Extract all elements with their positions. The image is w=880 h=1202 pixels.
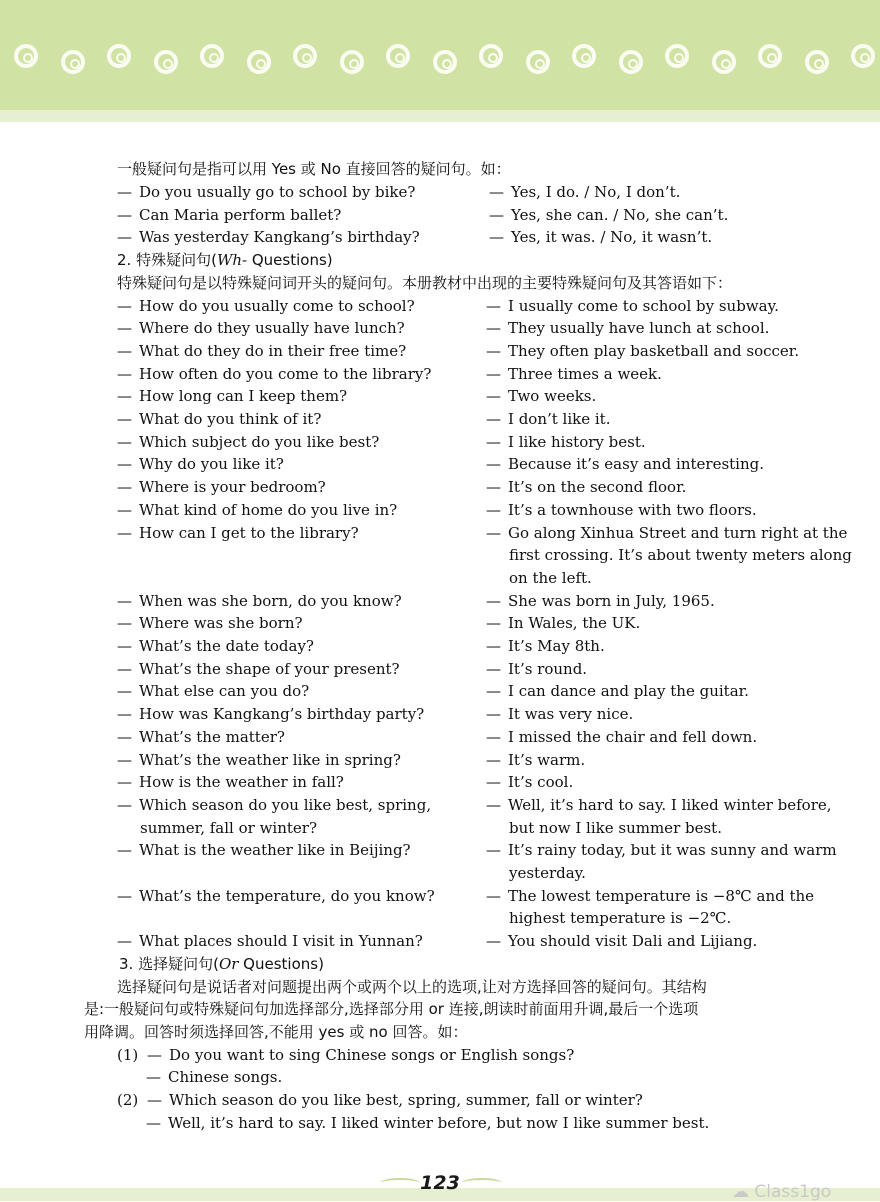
wh-answer-text: It was very nice. bbox=[508, 705, 634, 724]
dash-mark: — bbox=[117, 773, 132, 792]
wh-question bbox=[117, 728, 285, 746]
wh-answer-text: Three times a week. bbox=[508, 364, 662, 383]
wh-question bbox=[117, 887, 435, 905]
wh-answer bbox=[486, 887, 814, 905]
wh-heading-part: Questions) bbox=[247, 251, 333, 270]
ring-decoration bbox=[386, 44, 410, 68]
dash-mark: — bbox=[486, 523, 501, 542]
wh-answer bbox=[486, 524, 847, 542]
yesno-answer-text: Yes, she can. / No, she can’t. bbox=[511, 205, 729, 224]
wh-question-cont: summer, fall or winter? bbox=[140, 818, 317, 837]
wh-question-text: What places should I visit in Yunnan? bbox=[139, 932, 423, 951]
wh-answer bbox=[486, 455, 764, 473]
dash-mark: — bbox=[117, 432, 132, 451]
dash-mark: — bbox=[117, 841, 132, 860]
wh-question-text: When was she born, do you know? bbox=[139, 591, 402, 610]
dash-mark: — bbox=[117, 205, 132, 224]
wh-answer bbox=[486, 478, 686, 496]
dash-mark: — bbox=[486, 500, 501, 519]
wh-question-text: What’s the matter? bbox=[139, 727, 285, 746]
ring-decoration bbox=[61, 50, 85, 74]
wh-question bbox=[117, 773, 344, 791]
dash-mark: — bbox=[486, 637, 501, 655]
ring-decoration bbox=[758, 44, 782, 68]
wh-question-text: What do you think of it? bbox=[139, 410, 322, 428]
wh-question-text: What’s the weather like in spring? bbox=[139, 750, 401, 769]
dash-mark: — bbox=[486, 841, 501, 860]
header-strip bbox=[0, 110, 880, 122]
dash-mark: — bbox=[486, 478, 501, 497]
wh-answer bbox=[486, 365, 662, 383]
ring-decoration bbox=[293, 44, 317, 68]
wh-question-text: Where is your bedroom? bbox=[139, 478, 326, 497]
yesno-intro: 一般疑问句是指可以用 Yes 或 No 直接回答的疑问句。如： bbox=[117, 160, 511, 178]
wh-question bbox=[117, 637, 314, 655]
wh-question bbox=[117, 342, 406, 360]
wh-answer bbox=[486, 319, 769, 337]
yesno-question-text: Was yesterday Kangkang’s birthday? bbox=[139, 228, 420, 247]
wh-answer-text: In Wales, the UK. bbox=[508, 614, 641, 633]
or-heading-part: Or bbox=[218, 954, 239, 973]
dash-mark: — bbox=[117, 319, 132, 338]
example-question-text: Do you want to sing Chinese songs or English songs? bbox=[169, 1045, 575, 1064]
example-question bbox=[117, 1046, 574, 1064]
wh-answer bbox=[486, 501, 757, 519]
wh-answer bbox=[486, 637, 605, 655]
dash-mark: — bbox=[117, 614, 132, 633]
dash-mark: — bbox=[117, 886, 132, 905]
dash-mark: — bbox=[486, 773, 501, 792]
watermark bbox=[732, 1182, 831, 1202]
wh-answer-cont: on the left. bbox=[509, 568, 592, 587]
yesno-question bbox=[117, 228, 420, 246]
wh-answer bbox=[486, 682, 749, 700]
dash-mark: — bbox=[117, 387, 132, 406]
wh-answer-text: It’s on the second floor. bbox=[508, 478, 687, 497]
dash-mark: — bbox=[117, 523, 132, 542]
wh-intro: 特殊疑问句是以特殊疑问词开头的疑问句。本册教材中出现的主要特殊疑问句及其答语如下： bbox=[117, 273, 733, 292]
ring-decoration bbox=[619, 50, 643, 74]
wh-answer bbox=[486, 932, 757, 950]
wh-answer-text: They usually have lunch at school. bbox=[508, 319, 770, 338]
wh-question-text: What’s the date today? bbox=[139, 637, 314, 655]
wh-answer bbox=[486, 705, 633, 723]
wh-heading bbox=[117, 251, 333, 269]
wh-question bbox=[117, 841, 411, 859]
or-intro-line: 选择疑问句是说话者对问题提出两个或两个以上的选项,让对方选择回答的疑问句。其结构 bbox=[117, 977, 707, 996]
wh-answer bbox=[486, 387, 596, 405]
wh-answer-text: I missed the chair and fell down. bbox=[508, 727, 758, 746]
wh-question-text: What kind of home do you live in? bbox=[139, 500, 398, 519]
wh-answer-text: It’s a townhouse with two floors. bbox=[508, 500, 757, 519]
wh-question-text: What’s the shape of your present? bbox=[139, 659, 400, 678]
example-answer-text: Well, it’s hard to say. I liked winter before, but now I like summer best. bbox=[168, 1113, 710, 1132]
wh-answer bbox=[486, 433, 646, 451]
wh-answer-text: It’s round. bbox=[508, 659, 588, 678]
dash-mark: — bbox=[117, 932, 132, 951]
wh-answer-text: I usually come to school by subway. bbox=[508, 296, 779, 315]
wh-answer-text: She was born in July, 1965. bbox=[508, 591, 715, 610]
dash-mark: — bbox=[147, 1091, 162, 1109]
wh-answer-text: It’s warm. bbox=[508, 750, 586, 769]
wh-answer-text: It’s rainy today, but it was sunny and warm bbox=[508, 841, 837, 860]
dash-mark: — bbox=[486, 886, 501, 905]
yesno-question bbox=[117, 183, 415, 201]
ring-decoration bbox=[712, 50, 736, 74]
dash-mark: — bbox=[117, 478, 132, 497]
dash-mark: — bbox=[117, 705, 132, 724]
wh-question bbox=[117, 751, 401, 769]
wh-question-text: How was Kangkang’s birthday party? bbox=[139, 705, 425, 724]
or-heading-part: 3. 选择疑问句( bbox=[119, 954, 219, 973]
wh-question bbox=[117, 614, 303, 632]
ring-decoration bbox=[572, 44, 596, 68]
wh-question-text: Why do you like it? bbox=[139, 455, 284, 474]
wh-answer-cont: but now I like summer best. bbox=[509, 818, 722, 837]
wh-answer-text: Well, it’s hard to say. I liked winter before, bbox=[508, 795, 832, 814]
wh-answer-text: It’s cool. bbox=[508, 773, 574, 792]
ring-decoration bbox=[805, 50, 829, 74]
yesno-question-text: Can Maria perform ballet? bbox=[139, 205, 342, 224]
wh-heading-part: Wh- bbox=[216, 251, 248, 270]
dash-mark: — bbox=[489, 183, 504, 201]
dash-mark: — bbox=[117, 637, 132, 655]
wh-answer-text: You should visit Dali and Lijiang. bbox=[508, 932, 758, 951]
wh-question bbox=[117, 932, 423, 950]
wh-question bbox=[117, 455, 284, 473]
wh-answer bbox=[486, 660, 587, 678]
dash-mark: — bbox=[146, 1113, 161, 1132]
dash-mark: — bbox=[486, 659, 501, 678]
wh-question bbox=[117, 682, 309, 700]
wh-answer-text: I don’t like it. bbox=[508, 410, 611, 428]
dash-mark: — bbox=[486, 432, 501, 451]
dash-mark: — bbox=[117, 183, 132, 201]
ring-decoration bbox=[433, 50, 457, 74]
dash-mark: — bbox=[486, 705, 501, 724]
wh-answer-text: Go along Xinhua Street and turn right at the bbox=[508, 523, 848, 542]
dash-mark: — bbox=[117, 795, 132, 814]
dash-mark: — bbox=[117, 341, 132, 360]
wh-answer-text: Two weeks. bbox=[508, 387, 597, 406]
dash-mark: — bbox=[489, 228, 504, 247]
page-number: 123 bbox=[420, 1172, 460, 1194]
wh-question-text: Which season do you like best, spring, bbox=[139, 795, 432, 814]
wh-question bbox=[117, 433, 379, 451]
dash-mark: — bbox=[146, 1068, 161, 1087]
example-question-text: Which season do you like best, spring, summer, fall or winter? bbox=[169, 1091, 643, 1109]
wh-question-text: What do they do in their free time? bbox=[139, 341, 407, 360]
wh-answer-text: Because it’s easy and interesting. bbox=[508, 455, 765, 474]
dash-mark: — bbox=[486, 296, 501, 315]
dash-mark: — bbox=[486, 591, 501, 610]
ring-decoration bbox=[665, 44, 689, 68]
wh-question-text: How long can I keep them? bbox=[139, 387, 348, 406]
yesno-question-text: Do you usually go to school by bike? bbox=[139, 183, 416, 201]
example-number: (1) bbox=[117, 1045, 139, 1064]
wh-question bbox=[117, 705, 424, 723]
wh-question bbox=[117, 592, 402, 610]
dash-mark: — bbox=[486, 750, 501, 769]
ring-decoration bbox=[526, 50, 550, 74]
dash-mark: — bbox=[486, 319, 501, 338]
wh-heading-part: 2. 特殊疑问句( bbox=[117, 251, 217, 270]
wh-answer bbox=[486, 410, 610, 428]
yesno-answer bbox=[489, 206, 728, 224]
wh-question-text: Which subject do you like best? bbox=[139, 432, 380, 451]
dash-mark: — bbox=[486, 682, 501, 701]
dash-mark: — bbox=[486, 387, 501, 406]
dash-mark: — bbox=[486, 932, 501, 951]
wh-answer bbox=[486, 796, 832, 814]
yesno-answer bbox=[489, 183, 680, 201]
example-question bbox=[117, 1091, 643, 1109]
wh-question bbox=[117, 365, 431, 383]
dash-mark: — bbox=[117, 296, 132, 315]
wh-question-text: How do you usually come to school? bbox=[139, 296, 415, 315]
wh-question-text: How is the weather in fall? bbox=[139, 773, 344, 792]
wh-answer bbox=[486, 773, 573, 791]
wh-answer bbox=[486, 592, 715, 610]
or-heading bbox=[119, 955, 324, 973]
wh-answer-cont: first crossing. It’s about twenty meters along bbox=[509, 546, 852, 565]
yesno-answer-text: Yes, it was. / No, it wasn’t. bbox=[511, 228, 713, 247]
dash-mark: — bbox=[117, 364, 132, 383]
or-intro-line: 是:一般疑问句或特殊疑问句加选择部分,选择部分用 or 连接,朗读时前面用升调,最后一个选项 bbox=[84, 1000, 699, 1019]
dash-mark: — bbox=[117, 682, 132, 701]
dash-mark: — bbox=[117, 591, 132, 610]
wh-question bbox=[117, 478, 326, 496]
wh-answer bbox=[486, 728, 757, 746]
dash-mark: — bbox=[117, 659, 132, 678]
dash-mark: — bbox=[147, 1045, 162, 1064]
wh-question bbox=[117, 297, 415, 315]
wh-answer-cont: highest temperature is −2℃. bbox=[509, 909, 732, 928]
ring-decoration bbox=[200, 44, 224, 68]
dash-mark: — bbox=[117, 455, 132, 474]
dash-mark: — bbox=[486, 614, 501, 633]
wh-question-text: How often do you come to the library? bbox=[139, 364, 432, 383]
or-heading-part: Questions) bbox=[238, 954, 324, 973]
dash-mark: — bbox=[486, 727, 501, 746]
wh-question bbox=[117, 660, 400, 678]
dash-mark: — bbox=[117, 750, 132, 769]
yesno-answer bbox=[489, 228, 712, 246]
wh-answer-text: The lowest temperature is −8℃ and the bbox=[508, 886, 815, 905]
dash-mark: — bbox=[117, 228, 132, 247]
wh-question bbox=[117, 319, 405, 337]
ring-decoration bbox=[247, 50, 271, 74]
ring-decoration bbox=[340, 50, 364, 74]
wh-question bbox=[117, 501, 397, 519]
wh-answer-text: It’s May 8th. bbox=[508, 637, 605, 655]
example-answer bbox=[146, 1114, 709, 1132]
dash-mark: — bbox=[486, 364, 501, 383]
or-intro-line: 用降调。回答时须选择回答,不能用 yes 或 no 回答。如： bbox=[84, 1022, 468, 1041]
watermark-text: Class1go bbox=[754, 1182, 832, 1202]
example-answer bbox=[146, 1068, 282, 1086]
wh-question-text: What’s the temperature, do you know? bbox=[139, 886, 435, 905]
ring-decoration bbox=[14, 44, 38, 68]
dash-mark: — bbox=[486, 341, 501, 360]
dash-mark: — bbox=[486, 795, 501, 814]
wh-question bbox=[117, 796, 431, 814]
ring-decoration bbox=[851, 44, 875, 68]
wh-answer bbox=[486, 841, 837, 859]
wh-answer-cont: yesterday. bbox=[509, 864, 586, 882]
wh-answer bbox=[486, 751, 585, 769]
wh-question-text: What is the weather like in Beijing? bbox=[139, 841, 411, 860]
wh-question-text: What else can you do? bbox=[139, 682, 310, 701]
wh-answer bbox=[486, 297, 779, 315]
wh-question-text: Where was she born? bbox=[139, 614, 303, 633]
ring-decoration bbox=[154, 50, 178, 74]
chat-bubble-icon: ☁ bbox=[732, 1182, 749, 1202]
ring-decoration bbox=[107, 44, 131, 68]
wh-question bbox=[117, 524, 359, 542]
dash-mark: — bbox=[486, 410, 501, 428]
example-number: (2) bbox=[117, 1091, 139, 1109]
yesno-answer-text: Yes, I do. / No, I don’t. bbox=[511, 183, 681, 201]
wh-question-text: How can I get to the library? bbox=[139, 523, 359, 542]
wh-question-text: Where do they usually have lunch? bbox=[139, 319, 405, 338]
yesno-question bbox=[117, 206, 341, 224]
dash-mark: — bbox=[117, 727, 132, 746]
wh-answer-text: I can dance and play the guitar. bbox=[508, 682, 749, 701]
example-answer-text: Chinese songs. bbox=[168, 1068, 283, 1087]
wh-answer bbox=[486, 614, 640, 632]
dash-mark: — bbox=[117, 500, 132, 519]
ring-decoration bbox=[479, 44, 503, 68]
dash-mark: — bbox=[489, 205, 504, 224]
wh-answer bbox=[486, 342, 799, 360]
wh-question bbox=[117, 387, 347, 405]
wh-question bbox=[117, 410, 321, 428]
wh-answer-text: I like history best. bbox=[508, 432, 646, 451]
dash-mark: — bbox=[117, 410, 132, 428]
wh-answer-text: They often play basketball and soccer. bbox=[508, 341, 800, 360]
dash-mark: — bbox=[486, 455, 501, 474]
